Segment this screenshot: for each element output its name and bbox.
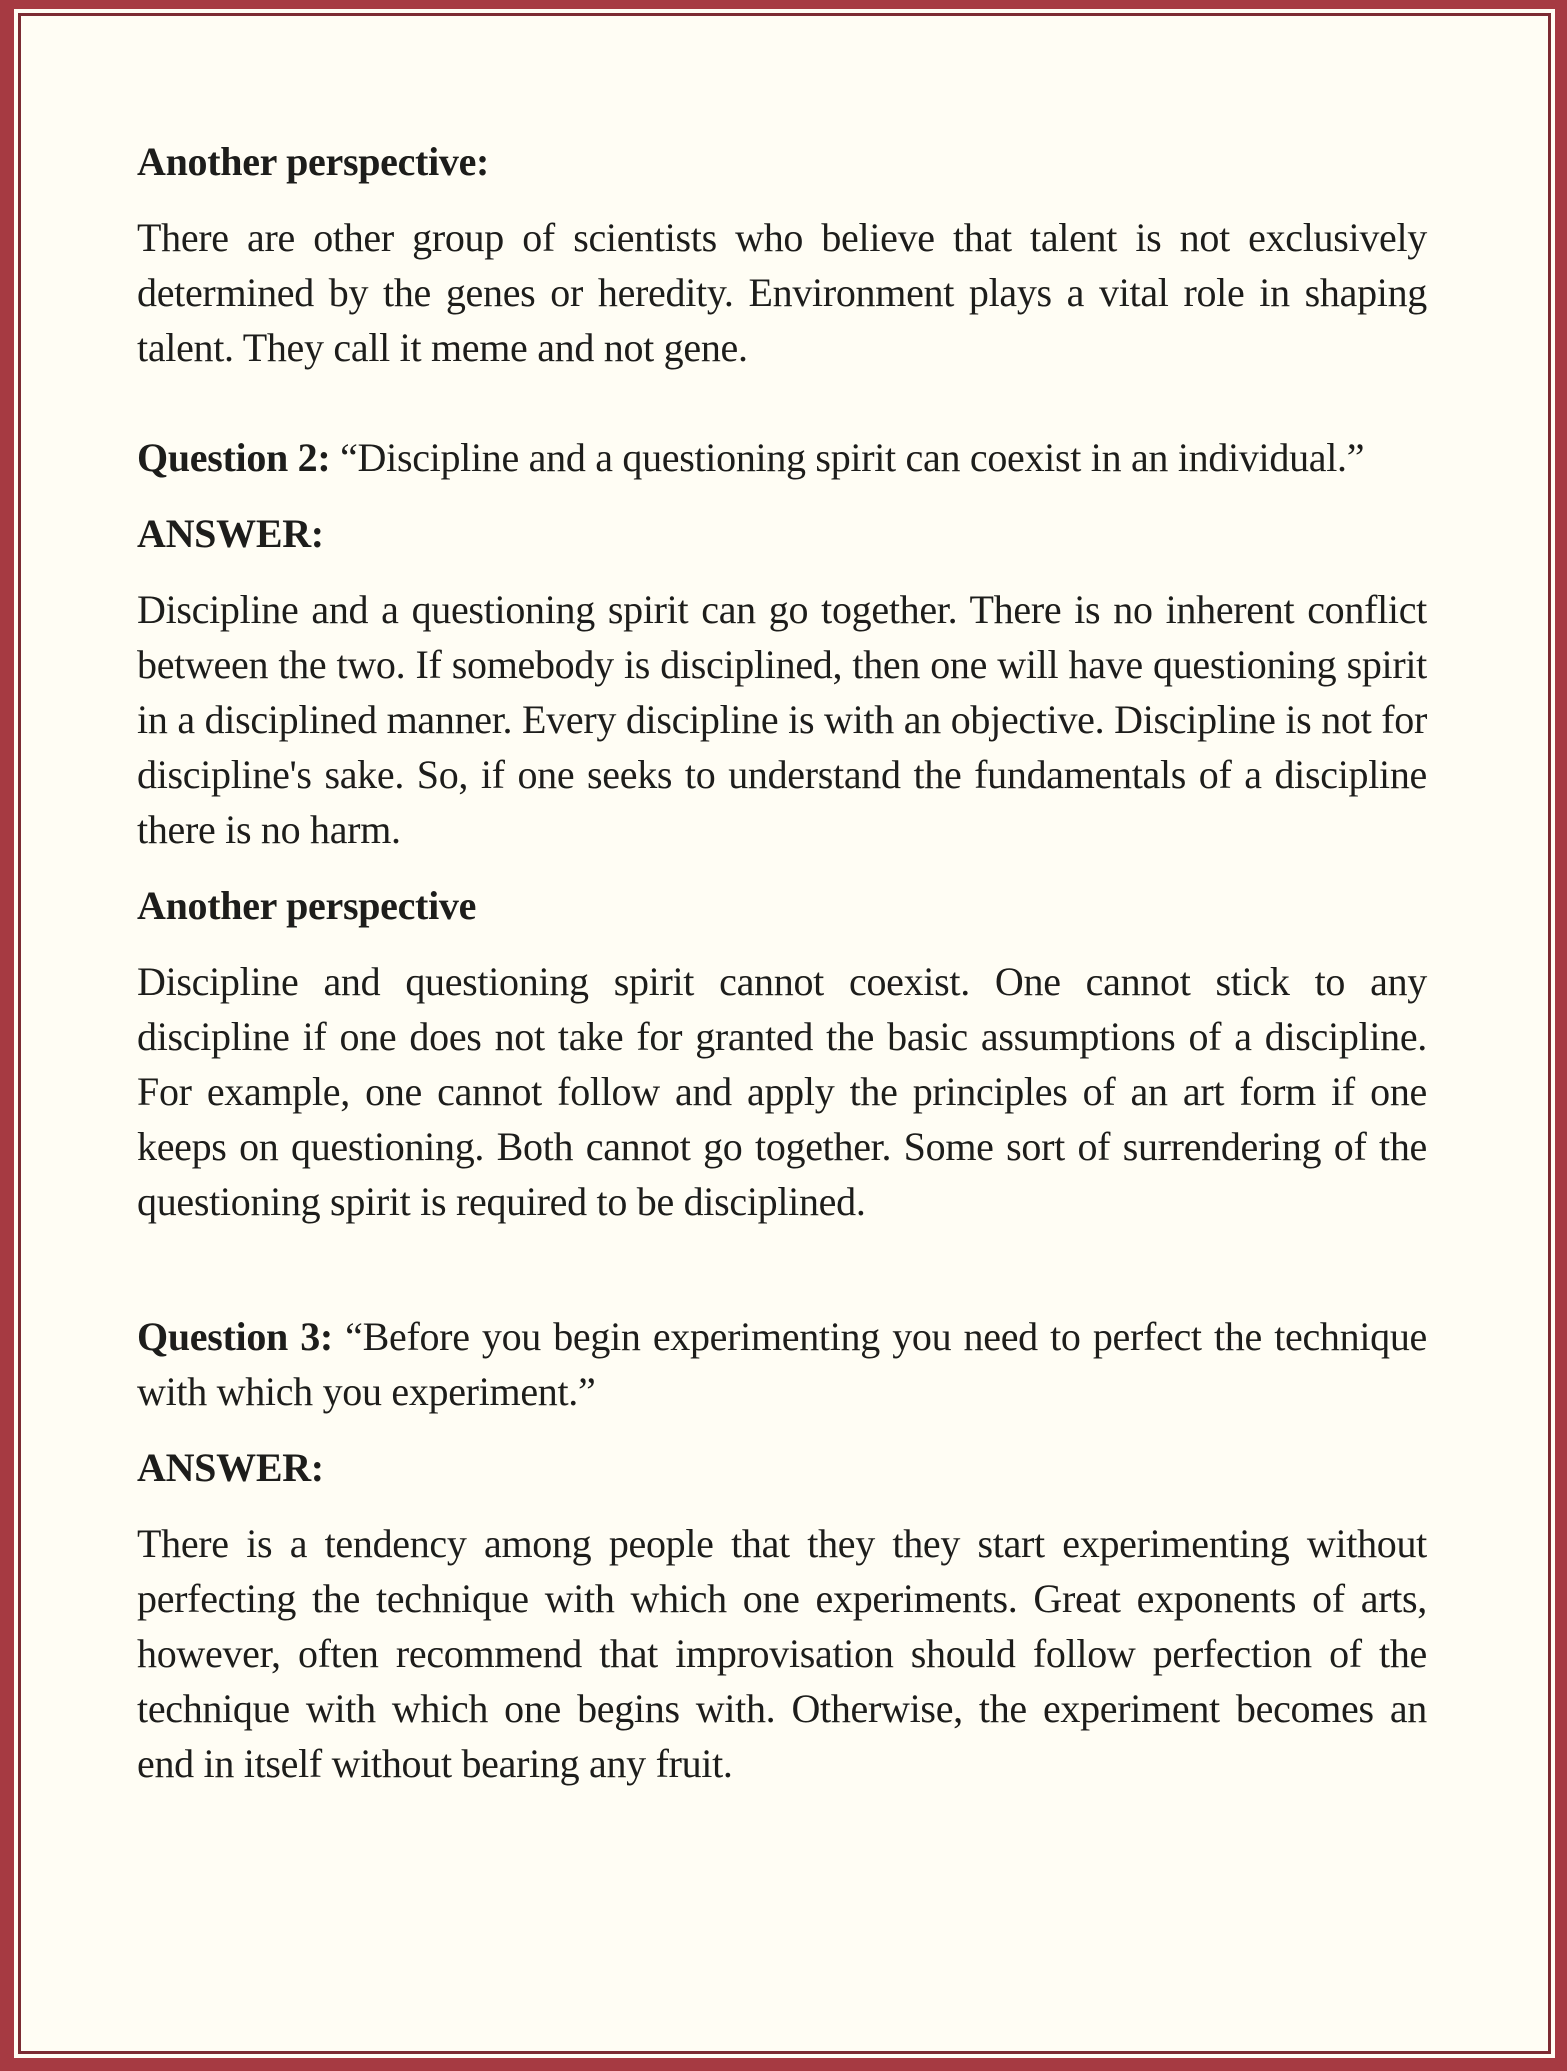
question-3: [137, 1309, 1427, 1419]
heading-answer-2: ANSWER:: [137, 1445, 324, 1490]
heading-answer-1: ANSWER:: [137, 511, 324, 556]
page-content: [21, 16, 1548, 2051]
question-2: [137, 430, 1427, 485]
question-2-text: “Discipline and a questioning spirit can coexist in an individual.”: [330, 435, 1365, 480]
paragraph-talent-environment: There are other group of scientists who believe that talent is not exclusively determined by the genes or heredity. Environment plays a vital role in shaping talent. They call it meme and not gene.: [137, 215, 1427, 370]
page-border-gap: [14, 9, 1555, 2058]
question-3-label: Question 3:: [137, 1314, 333, 1359]
paragraph-answer-2: Discipline and a questioning spirit can go together. There is no inherent conflict between the two. If somebody is disciplined, then one will have questioning spirit in a disciplined manner. Every discipline is with an objective. Discipline is not for discipline's sake. So, if one seeks to understand the fundamentals of a discipline there is no harm.: [137, 587, 1427, 852]
paragraph-answer-3: There is a tendency among people that they they start experimenting without perfecting the technique with which one experiments. Great exponents of arts, however, often recommend that improvisation should follow perfection of the technique with which one begins with. Otherwise, the experiment becomes an end in itself without bearing any fruit.: [137, 1521, 1427, 1786]
question-2-label: Question 2:: [137, 435, 331, 480]
paragraph-another-perspective-2: Discipline and questioning spirit cannot coexist. One cannot stick to any discipline if one does not take for granted the basic assumptions of a discipline. For example, one cannot follow and apply the principles of an art form if one keeps on questioning. Both cannot go together. Some sort of surrendering of the questioning spirit is required to be disciplined.: [137, 959, 1427, 1224]
heading-another-perspective-1: Another perspective:: [137, 139, 490, 184]
question-3-text: “Before you begin experimenting you need to perfect the technique with which you experiment.”: [137, 1314, 1427, 1414]
heading-another-perspective-2: Another perspective: [137, 883, 477, 928]
page-inner-border: [18, 13, 1551, 2054]
